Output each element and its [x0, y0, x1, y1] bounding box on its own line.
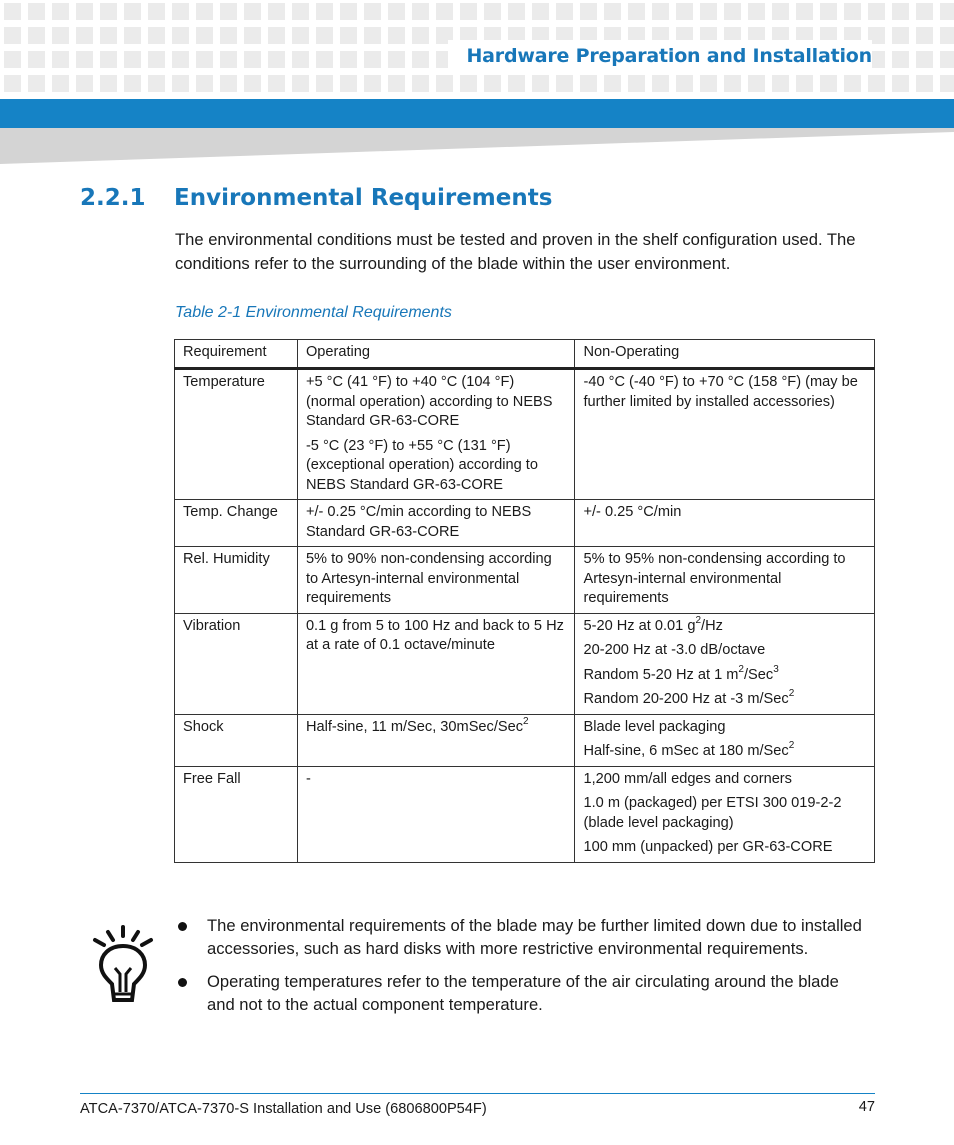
- cell-line: -5 °C (23 °F) to +55 °C (131 °F) (exceptional operation) according to NEBS Standard GR-63-CORE: [305, 437, 538, 493]
- table-row: [175, 369, 875, 500]
- intro-paragraph: The environmental conditions must be tested and proven in the shelf configuration used. The conditions refer to the surrounding of the blade within the user environment.: [175, 230, 856, 273]
- footer-document-title: ATCA-7370/ATCA-7370-S Installation and Use (6806800P54F): [80, 1101, 487, 1117]
- requirement-cell: Free Fall: [175, 766, 298, 862]
- superscript: 3: [773, 663, 779, 675]
- operating-cell: [297, 547, 575, 614]
- table-row: [175, 547, 875, 614]
- note-text: The environmental requirements of the blade may be further limited down due to installed accessories, such as hard disks with more restrictive environmental requirements.: [207, 916, 862, 958]
- operating-cell: [297, 766, 575, 862]
- operating-cell: [297, 369, 575, 500]
- cell-line: -40 °C (-40 °F) to +70 °C (158 °F) (may be further limited by installed accessories): [583, 374, 858, 410]
- note-item: [178, 914, 868, 960]
- requirement-cell: Temperature: [175, 369, 298, 500]
- column-header-non-operating: Non-Operating: [575, 340, 875, 369]
- table-body: [175, 369, 875, 863]
- cell-line: 5% to 95% non-condensing according to Artesyn-internal environmental requirements: [583, 551, 846, 606]
- requirement-cell: Rel. Humidity: [175, 547, 298, 614]
- bullet-icon: [178, 922, 187, 931]
- superscript: 2: [523, 715, 529, 727]
- note-item: [178, 970, 868, 1016]
- cell-text: Blade level packaging: [583, 718, 726, 735]
- cell-line: 1,200 mm/all edges and corners: [583, 770, 792, 787]
- non-operating-cell: [575, 714, 875, 766]
- table-header-row: [175, 340, 875, 369]
- bullet-icon: [178, 978, 187, 987]
- operating-cell: [297, 714, 575, 766]
- cell-line: +/- 0.25 °C/min: [583, 504, 682, 520]
- cell-text: Half-sine, 11 m/Sec, 30mSec/Sec: [305, 718, 524, 735]
- non-operating-cell: [575, 613, 875, 714]
- table-row: [175, 500, 875, 547]
- table-caption: Table 2-1 Environmental Requirements: [175, 304, 452, 321]
- table-row: [175, 766, 875, 862]
- cell-line: [305, 715, 567, 738]
- non-operating-cell: [575, 766, 875, 862]
- cell-text: Random 20-200 Hz at -3 m/Sec: [583, 691, 789, 707]
- cell-line: [583, 663, 866, 686]
- header-grey-wedge: [0, 128, 954, 164]
- cell-line: +/- 0.25 °C/min according to NEBS Standard GR-63-CORE: [305, 504, 532, 540]
- footer-rule: [80, 1093, 875, 1094]
- cell-line: [583, 690, 866, 710]
- cell-text: 5-20 Hz at 0.01 g: [583, 617, 696, 634]
- section-number: 2.2.1: [80, 185, 146, 211]
- operating-cell: [297, 500, 575, 547]
- section-heading: [80, 181, 552, 215]
- environmental-requirements-table: [174, 339, 875, 863]
- cell-line: [583, 742, 866, 762]
- column-header-requirement: Requirement: [175, 340, 298, 369]
- superscript: 2: [738, 663, 744, 675]
- requirement-cell: Vibration: [175, 613, 298, 714]
- cell-line: [583, 641, 866, 661]
- cell-text: 20-200 Hz at -3.0 dB/octave: [583, 642, 766, 658]
- non-operating-cell: [575, 500, 875, 547]
- superscript: 2: [788, 688, 795, 700]
- requirement-cell: Temp. Change: [175, 500, 298, 547]
- section-title: Environmental Requirements: [174, 185, 553, 211]
- requirement-cell: Shock: [175, 714, 298, 766]
- cell-text: /Hz: [701, 617, 723, 634]
- cell-line: -: [305, 770, 311, 787]
- cell-line: [583, 614, 866, 637]
- non-operating-cell: [575, 547, 875, 614]
- cell-line: 100 mm (unpacked) per GR-63-CORE: [583, 839, 833, 855]
- cell-text: /Sec: [743, 666, 774, 683]
- cell-line: 5% to 90% non-condensing according to Artesyn-internal environmental requirements: [305, 551, 552, 606]
- cell-line: 1.0 m (packaged) per ETSI 300 019-2-2 (blade level packaging): [583, 795, 842, 831]
- cell-line: 0.1 g from 5 to 100 Hz and back to 5 Hz at a rate of 0.1 octave/minute: [305, 617, 564, 653]
- lightbulb-icon: [92, 924, 154, 1006]
- cell-text: Random 5-20 Hz at 1 m: [583, 666, 739, 683]
- note-list: [178, 914, 868, 1026]
- superscript: 2: [695, 614, 702, 626]
- superscript: 2: [788, 740, 795, 752]
- operating-cell: [297, 613, 575, 714]
- cell-line: +5 °C (41 °F) to +40 °C (104 °F) (normal operation) according to NEBS Standard GR-63-CORE: [305, 374, 553, 429]
- column-header-operating: Operating: [297, 340, 575, 369]
- table-row: [175, 714, 875, 766]
- chapter-title: Hardware Preparation and Installation: [448, 40, 872, 72]
- cell-text: Half-sine, 6 mSec at 180 m/Sec: [583, 743, 789, 759]
- non-operating-cell: [575, 369, 875, 500]
- note-text: Operating temperatures refer to the temperature of the air circulating around the blade and not to the actual component temperature.: [207, 972, 839, 1014]
- page-number: 47: [858, 1099, 875, 1115]
- header-blue-band: [0, 99, 954, 128]
- table-row: [175, 613, 875, 714]
- cell-line: [583, 718, 866, 738]
